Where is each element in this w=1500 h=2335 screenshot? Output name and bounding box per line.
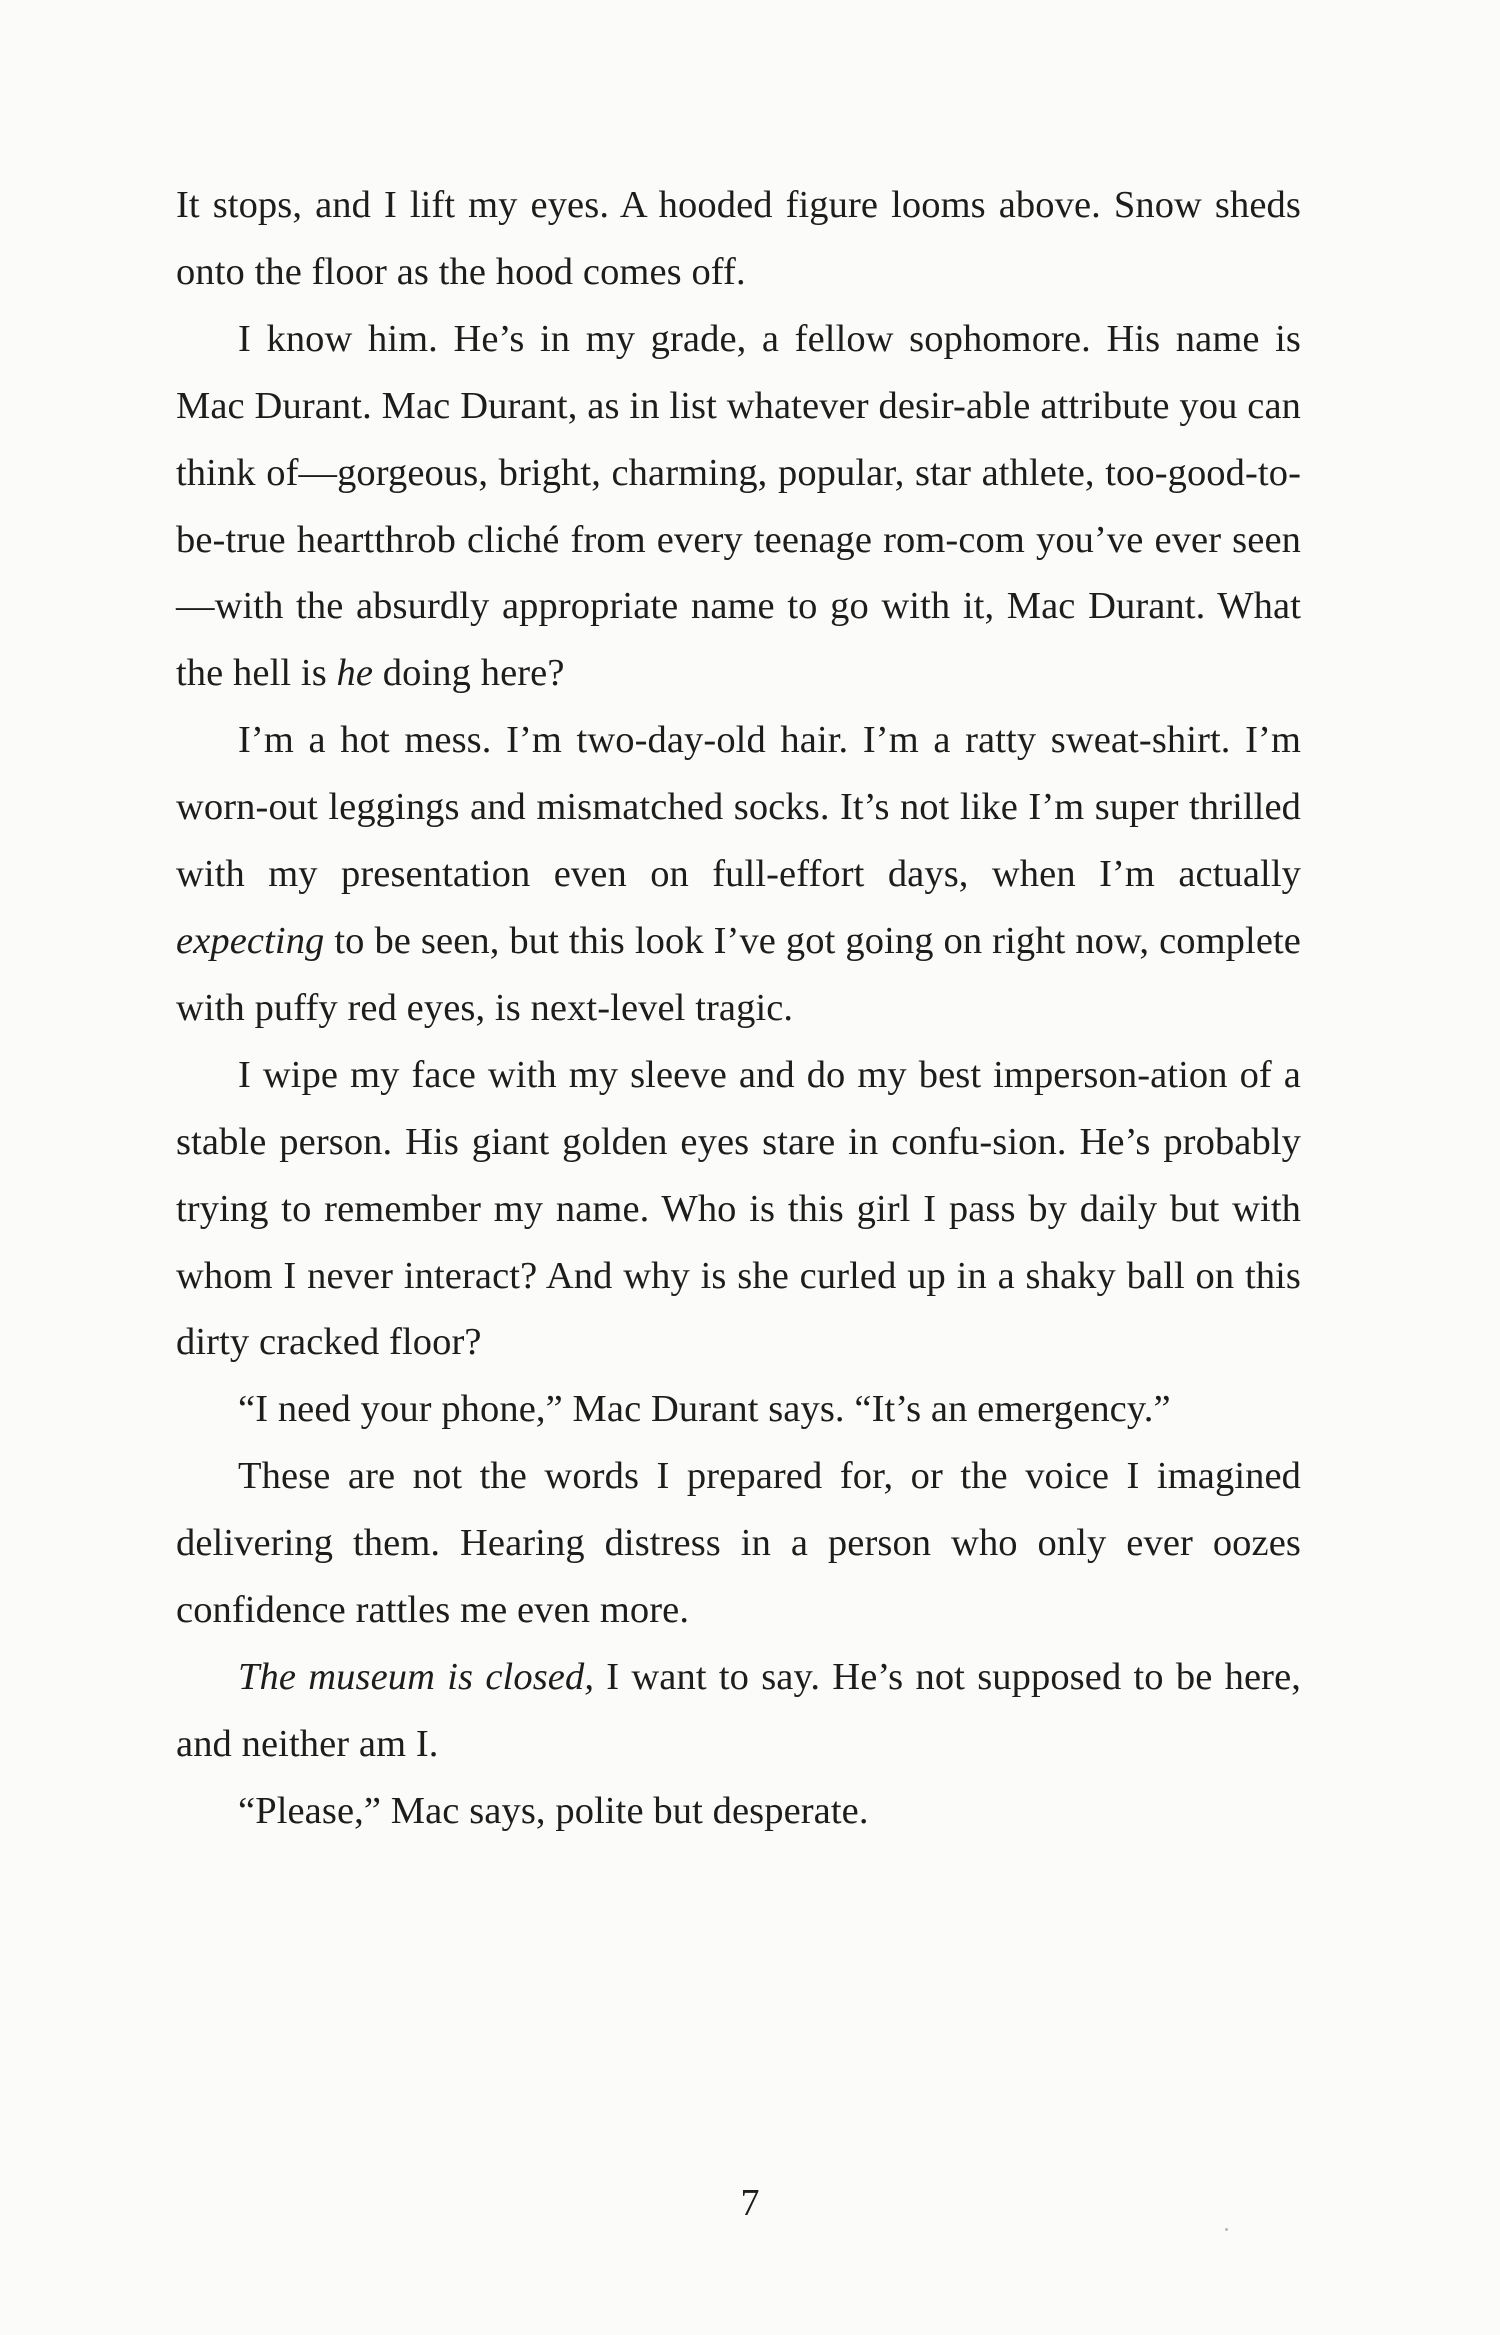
paragraph: [176, 172, 1301, 306]
text-run: I’m a hot mess. I’m two-day-old hair. I’m a ratty sweat-shirt. I’m worn-out leggings and mismatched socks. It’s not like I’m super thrilled with my presentation even on full-effort days, when I’m actually: [176, 719, 1301, 896]
text-run: These are not the words I prepared for, or the voice I imagined delivering them. Hearing distress in a person who only ever oozes confidence rattles me even more.: [176, 1455, 1301, 1632]
italic-text-run: expecting: [176, 919, 325, 962]
italic-text-run: The museum is closed,: [238, 1655, 595, 1698]
text-run: I want to say. He’s not supposed to be here, and neither am I.: [176, 1655, 1302, 1765]
body-text: [176, 172, 1301, 1845]
text-run: It stops, and I lift my eyes. A hooded figure looms above. Snow sheds onto the floor as the hood comes off.: [176, 184, 1301, 293]
text-run: doing here?: [373, 652, 565, 695]
paragraph: [176, 1443, 1301, 1644]
text-run: “Please,” Mac says, polite but desperate.: [238, 1789, 869, 1832]
paragraph: [176, 306, 1301, 707]
paragraph: [176, 1042, 1301, 1377]
text-run: “I need your phone,” Mac Durant says. “It’s an emergency.”: [238, 1388, 1171, 1431]
text-run: I know him. He’s in my grade, a fellow sophomore. His name is Mac Durant. Mac Durant, as in list whatever desir-able attribute you can think of—gorgeous, bright, charming, popular, star athlete, too-good-to-be-true heartthrob cliché from every teenage rom-com you’ve ever seen—with the absurdly appropriate name to go with it, Mac Durant. What the hell is: [176, 317, 1301, 695]
italic-text-run: he: [336, 652, 374, 695]
paragraph: [176, 707, 1301, 1042]
paragraph: [176, 1644, 1301, 1778]
scan-speck: [1225, 2228, 1228, 2231]
text-run: to be seen, but this look I’ve got going on right now, complete with puffy red eyes, is next-level tragic.: [176, 919, 1301, 1029]
paragraph: [176, 1376, 1301, 1443]
page-number: 7: [740, 2182, 760, 2224]
paragraph: [176, 1778, 1301, 1845]
text-run: I wipe my face with my sleeve and do my best imperson-ation of a stable person. His giant golden eyes stare in confu-sion. He’s probably trying to remember my name. Who is this girl I pass by daily but with whom I never interact? And why is she curled up in a shaky ball on this dirty cracked floor?: [176, 1053, 1301, 1364]
